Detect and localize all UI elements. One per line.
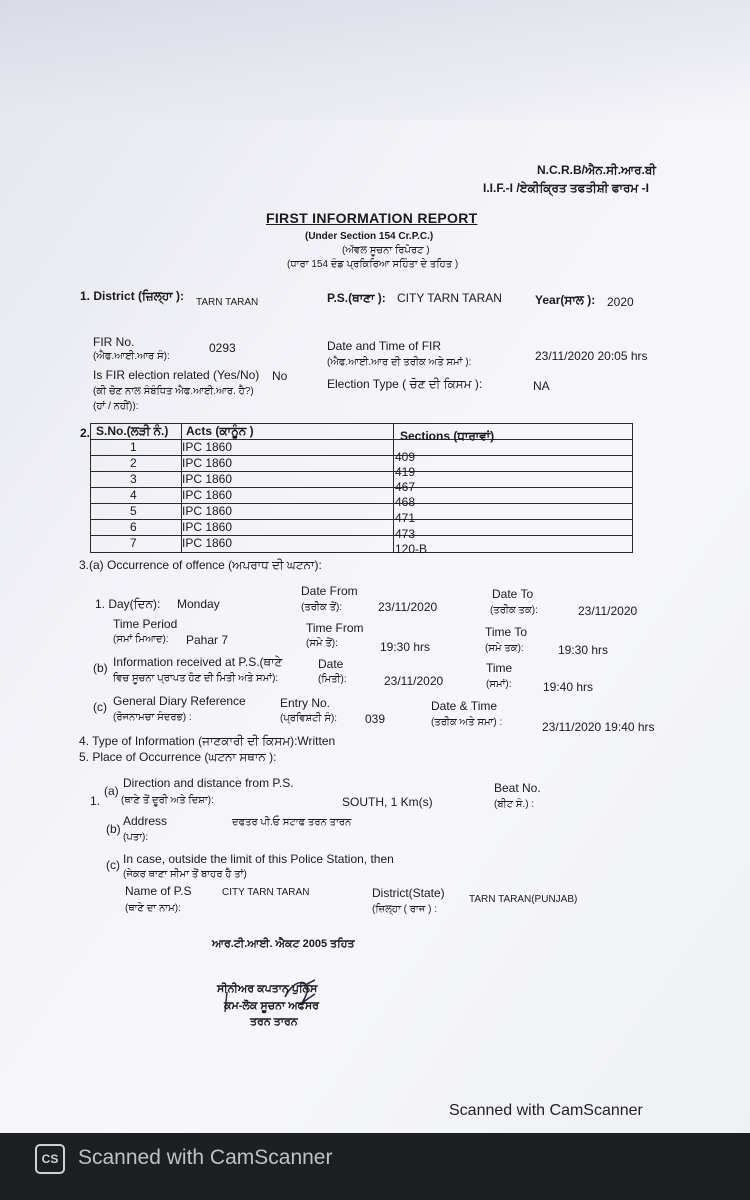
ncrb-label: N.C.R.B/ਐਨ.ਸੀ.ਆਰ.ਬੀ: [537, 163, 656, 177]
district-value: TARN TARAN: [196, 297, 259, 308]
table-cell-sno: 4: [130, 488, 137, 502]
gd-c-label: (c): [93, 700, 107, 714]
entry-no-label-pa: (ਪ੍ਰਵਿਸ਼ਟੀ ਸੰ):: [280, 713, 338, 724]
address-b-label: (b): [106, 822, 121, 836]
occurrence-heading: 3.(a) Occurrence of offence (ਅਪਰਾਧ ਦੀ ਘਟਨਾ):: [79, 558, 322, 572]
fir-datetime-label: Date and Time of FIR: [327, 339, 442, 353]
table-cell-section: 471: [395, 511, 416, 525]
table-cell-act: IPC 1860: [182, 504, 233, 518]
ps-label: P.S.(ਥਾਣਾ ):: [327, 291, 386, 305]
info-date-value: 23/11/2020: [384, 674, 444, 688]
table-cell-sno: 6: [130, 520, 137, 534]
ps-name-label-pa: (ਥਾਣੇ ਦਾ ਨਾਮ):: [125, 903, 181, 914]
time-from-label: Time From: [306, 621, 364, 635]
time-to-label: Time To: [485, 625, 528, 639]
gd-reference-label-pa: (ਰੋਜਨਾਮਚਾ ਸੰਦਰਭ) :: [113, 712, 192, 723]
year-value: 2020: [607, 295, 634, 309]
district-state-value: TARN TARAN(PUNJAB): [469, 894, 578, 905]
time-to-value: 19:30 hrs: [558, 643, 609, 657]
table-cell-section: 120-B: [395, 542, 428, 556]
table-cell-sno: 5: [130, 504, 137, 518]
place-item-number: 1.: [90, 794, 101, 808]
table-cell-sno: 3: [130, 472, 137, 486]
day-value: Monday: [177, 597, 220, 611]
gd-datetime-label-pa: (ਤਰੀਕ ਅਤੇ ਸਮਾ) :: [431, 717, 503, 728]
camscanner-watermark: Scanned with CamScanner: [449, 1102, 643, 1119]
time-period-value: Pahar 7: [186, 633, 229, 647]
subtitle-en: (Under Section 154 Cr.P.C.): [305, 231, 434, 242]
table-cell-act: IPC 1860: [182, 472, 233, 486]
stamp-line-2: ਸੀਨੀਅਰ ਕਪਤਾਨ ਪੁਲਿਸ: [217, 983, 318, 995]
table-cell-act: IPC 1860: [182, 536, 233, 550]
page-title: FIRST INFORMATION REPORT: [266, 210, 478, 226]
stamp-line-1: ਆਰ.ਟੀ.ਆਈ. ਐਕਟ 2005 ਤਹਿਤ: [212, 938, 355, 950]
camscanner-logo-icon: CS: [35, 1144, 65, 1174]
info-date-label: Date: [318, 657, 344, 671]
fir-datetime-value: 23/11/2020 20:05 hrs: [535, 349, 648, 363]
iif-label: I.I.F.-I /ਏਕੀਕ੍ਰਿਤ ਤਫਤੀਸ਼ੀ ਫਾਰਮ -I: [483, 181, 649, 195]
time-to-label-pa: (ਸਮੇ ਤਕ):: [485, 643, 524, 654]
info-b-label: (b): [93, 661, 108, 675]
table-cell-act: IPC 1860: [182, 456, 233, 470]
entry-no-label: Entry No.: [280, 696, 331, 710]
ps-name-value: CITY TARN TARAN: [222, 887, 310, 898]
date-to-value: 23/11/2020: [578, 604, 638, 618]
table-cell-act: IPC 1860: [182, 520, 233, 534]
info-received-label-pa: ਵਿਚ ਸੂਚਨਾ ਪ੍ਰਾਪਤ ਹੋਣ ਦੀ ਮਿਤੀ ਅਤੇ ਸਮਾਂ):: [113, 673, 279, 684]
table-cell-section: 467: [395, 480, 416, 494]
table-cell-sno: 2: [130, 456, 137, 470]
gd-reference-label: General Diary Reference: [113, 694, 246, 708]
table-cell-section: 409: [395, 450, 416, 464]
time-period-label: Time Period: [113, 617, 178, 631]
entry-no-value: 039: [365, 712, 386, 726]
table-cell-sno: 1: [130, 440, 137, 454]
date-to-label-pa: (ਤਰੀਕ ਤਕ):: [490, 605, 538, 616]
beat-no-label: Beat No.: [494, 781, 541, 795]
fir-no-label-pa: (ਐਫ.ਆਈ.ਆਰ ਸੰ):: [93, 351, 170, 362]
info-received-label: Information received at P.S.(ਥਾਣੇ: [113, 655, 283, 669]
time-from-label-pa: (ਸਮੇ ਤੋਂ):: [306, 638, 338, 649]
outside-limit-label: In case, outside the limit of this Police Station, then: [123, 852, 394, 866]
fir-no-value: 0293: [209, 341, 236, 355]
date-to-label: Date To: [492, 587, 534, 601]
year-label: Year(ਸਾਲ ):: [535, 293, 596, 307]
table-cell-act: IPC 1860: [182, 440, 233, 454]
time-from-value: 19:30 hrs: [380, 640, 431, 654]
stamp-line-3: ਕਮ-ਲੋਕ ਸੂਚਨਾ ਅਫਸਰ: [224, 1000, 320, 1012]
ps-value: CITY TARN TARAN: [397, 291, 502, 305]
type-of-information: 4. Type of Information (ਜਾਣਕਾਰੀ ਦੀ ਕਿਸਮ):Written: [79, 734, 336, 748]
subtitle-pa: (ਅੱਵਲ ਸੂਚਨਾ ਰਿਪੋਰਟ ): [342, 245, 430, 256]
direction-value: SOUTH, 1 Km(s): [342, 795, 433, 809]
table-cell-sno: 7: [130, 536, 137, 550]
table-header-sections: Sections (ਧਾਰਾਵਾਂ): [400, 429, 495, 443]
outside-c-label: (c): [106, 858, 120, 872]
election-label: Is FIR election related (Yes/No): [93, 368, 260, 382]
outside-limit-label-pa: (ਜੇਕਰ ਥਾਣਾ ਸੀਮਾ ਤੋਂ ਬਾਹਰ ਹੈ ਤਾਂ): [123, 869, 247, 880]
info-time-label-pa: (ਸਮਾਂ):: [486, 679, 512, 690]
camscanner-bar-text: Scanned with CamScanner: [78, 1146, 333, 1169]
table-cell-section: 473: [395, 527, 416, 541]
subtitle-pa-2: (ਧਾਰਾ 154 ਦੰਡ ਪ੍ਰਕਿਰਿਆ ਸਹਿੰਤਾ ਦੇ ਤਹਿਤ ): [287, 259, 459, 270]
table-cell-act: IPC 1860: [182, 488, 233, 502]
fir-no-label: FIR No.: [93, 335, 135, 349]
table-header-sno: S.No.(ਲੜੀ ਨੰ.): [96, 424, 169, 438]
info-date-label-pa: (ਮਿਤੀ):: [318, 674, 347, 685]
address-label: Address: [123, 814, 168, 828]
day-label: 1. Day(ਦਿਨ):: [95, 597, 161, 611]
address-value: ਦਫਤਰ ਪੀ.ਓ ਸਟਾਫ ਤਰਨ ਤਾਰਨ: [232, 817, 352, 828]
fir-datetime-label-pa: (ਐਫ.ਆਈ.ਆਰ ਦੀ ਤਰੀਕ ਅਤੇ ਸਮਾਂ ):: [327, 357, 472, 368]
address-label-pa: (ਪਤਾ):: [123, 832, 149, 843]
acts-sections-table: [90, 423, 632, 556]
time-period-label-pa: (ਸਮਾਂ ਮਿਆਦ):: [113, 634, 169, 645]
direction-label: Direction and distance from P.S.: [123, 776, 294, 790]
election-type-value: NA: [533, 379, 550, 393]
beat-no-label-pa: (ਬੀਟ ਸੰ.) :: [494, 799, 535, 810]
district-state-label-pa: (ਜ਼ਿਲ੍ਹਾ ( ਰਾਜ ) :: [372, 904, 437, 915]
place-heading: 5. Place of Occurrence (ਘਟਨਾ ਸਥਾਨ ):: [79, 750, 277, 764]
section-2-number: 2.: [80, 426, 91, 440]
date-from-label-pa: (ਤਰੀਕ ਤੋਂ):: [301, 602, 343, 613]
stamp-line-4: ਤਰਨ ਤਾਰਨ: [250, 1016, 298, 1028]
info-time-label: Time: [486, 661, 513, 675]
date-from-value: 23/11/2020: [378, 600, 438, 614]
election-label-pa: (ਕੀ ਚੋਣ ਨਾਲ ਸੰਬੰਧਿਤ ਐਫ.ਆਈ.ਆਰ. ਹੈ?): [93, 386, 254, 397]
table-cell-section: 419: [395, 465, 416, 479]
table-cell-section: 468: [395, 495, 416, 509]
table-header-acts: Acts (ਕਾਨੂੰਨ ): [186, 424, 254, 438]
election-type-label: Election Type ( ਚੋਣ ਦੀ ਕਿਸਮ ):: [327, 377, 483, 391]
election-label-pa-2: (ਹਾਂ / ਨਹੀਂ)):: [93, 401, 139, 412]
gd-datetime-value: 23/11/2020 19:40 hrs: [542, 720, 655, 734]
place-a-label: (a): [104, 784, 119, 798]
gd-datetime-label: Date & Time: [431, 699, 498, 713]
election-value: No: [272, 369, 288, 383]
ps-name-label: Name of P.S: [125, 884, 192, 898]
district-label: 1. District (ਜ਼ਿਲ੍ਹਾ ):: [80, 289, 184, 303]
date-from-label: Date From: [301, 584, 358, 598]
direction-label-pa: (ਥਾਣੇ ਤੋਂ ਦੂਰੀ ਅਤੇ ਦਿਸ਼ਾ):: [121, 795, 214, 806]
district-state-label: District(State): [372, 886, 445, 900]
page-shadow: [0, 0, 750, 120]
info-time-value: 19:40 hrs: [543, 680, 594, 694]
